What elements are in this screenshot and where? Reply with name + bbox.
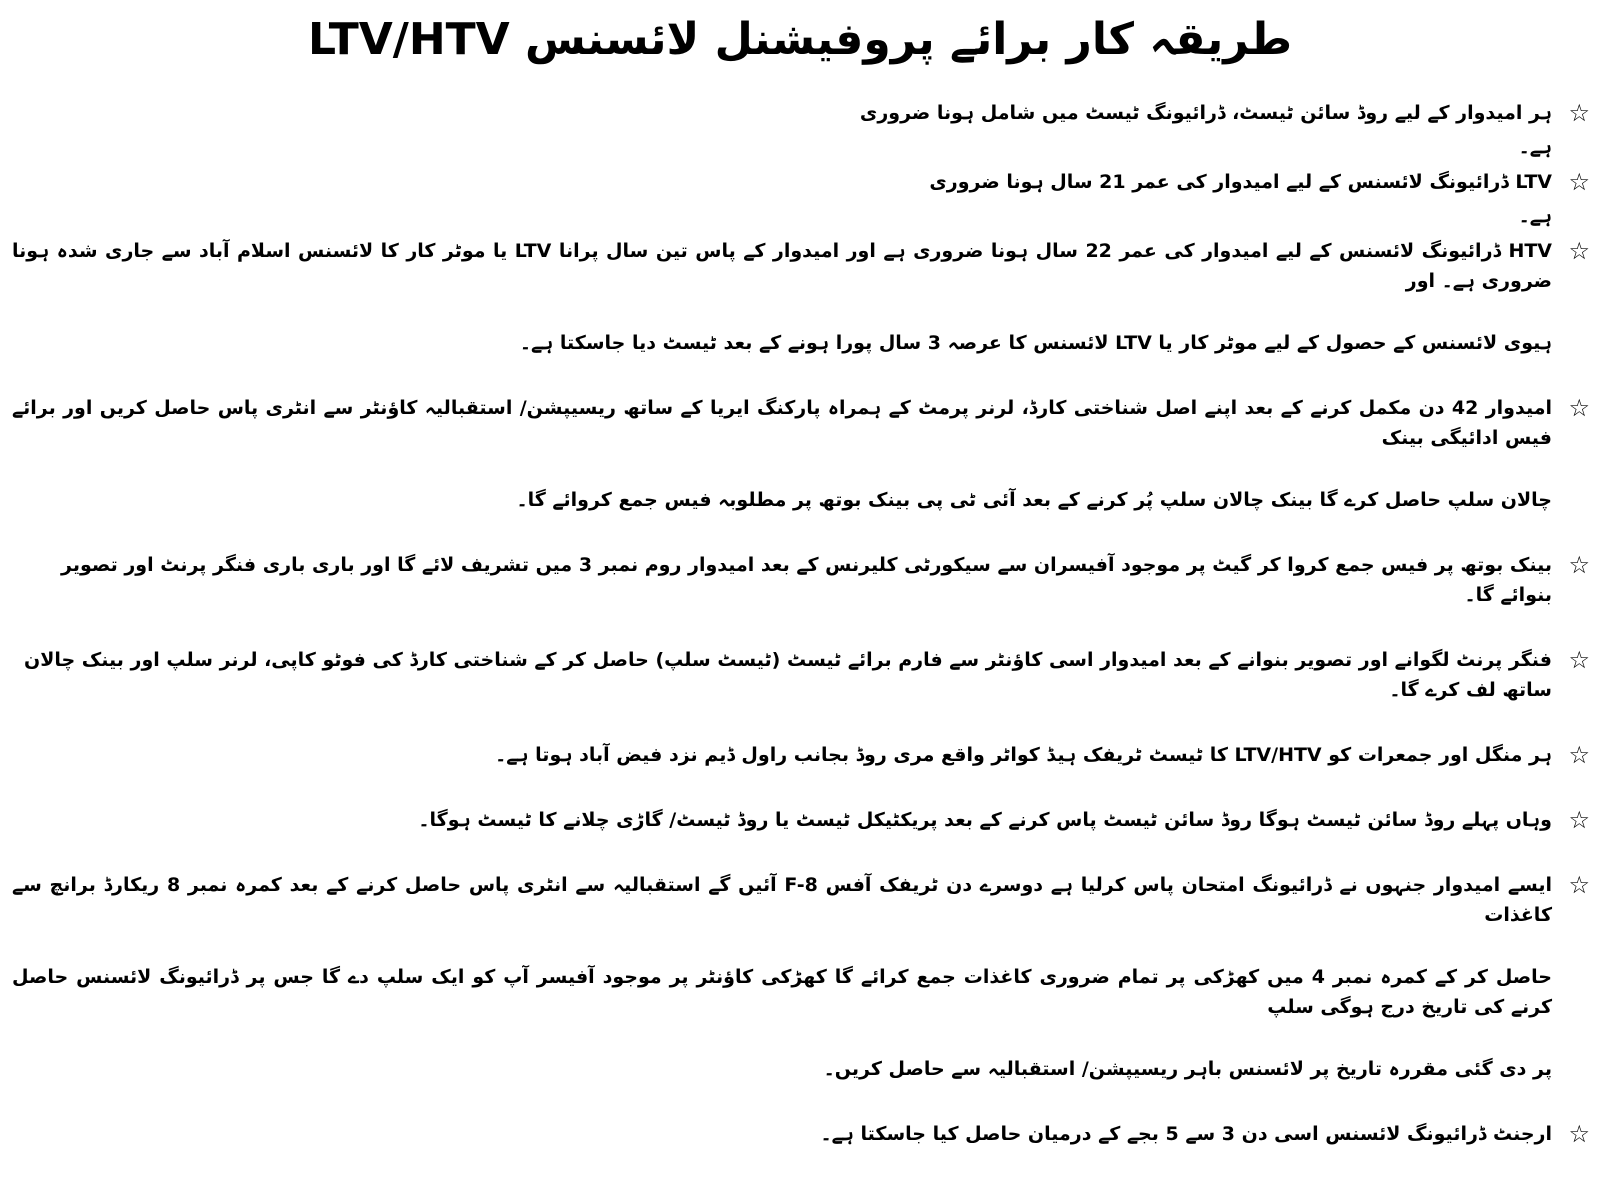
item-line: ہر منگل اور جمعرات کو LTV/HTV کا ٹیسٹ ٹریفک ہیڈ کواٹر واقع مری روڈ بجانب راول ڈیم نزد فیض آباد ہوتا ہے۔ [495, 744, 1552, 766]
item-line: امیدوار 42 دن مکمل کرنے کے بعد اپنے اصل شناختی کارڈ، لرنر پرمٹ کے ہمراہ پارکنگ ایریا کے ساتھ ریسیپشن/ استقبالیہ کاؤنٹر سے انٹری پاس حاصل کریں اور برائے فیس ادائیگی بینک [12, 397, 1552, 449]
star-outline-icon: ☆ [1568, 99, 1590, 127]
star-outline-icon: ☆ [1568, 741, 1590, 769]
item-line: بینک بوتھ پر فیس جمع کروا کر گیٹ پر موجود آفیسران سے سیکورٹی کلیرنس کے بعد امیدوار روم نمبر 3 میں تشریف لائے گا اور باری باری فنگر پرنٹ اور تصویر بنوائے گا۔ [61, 554, 1552, 606]
item-line: ارجنٹ ڈرائیونگ لائسنس اسی دن 3 سے 5 بجے کے درمیان حاصل کیا جاسکتا ہے۔ [820, 1123, 1552, 1145]
star-outline-icon: ☆ [1568, 646, 1590, 674]
list-item [12, 550, 1590, 610]
item-line: حاصل کر کے کمرہ نمبر 4 میں کھڑکی پر تمام ضروری کاغذات جمع کرائے گا کھڑکی کاؤنٹر پر موجود آفیسر آپ کو ایک سلپ دے گا جس پر ڈرائیونگ لائسنس حاصل کرنے کی تاریخ درج ہوگی سلپ [12, 966, 1552, 1018]
star-outline-icon: ☆ [1568, 237, 1590, 265]
item-text [12, 550, 1552, 610]
list-item [12, 740, 1590, 770]
item-text [12, 393, 1552, 515]
list-item [12, 805, 1590, 835]
star-outline-icon: ☆ [1568, 871, 1590, 899]
page-title: طریقہ کار برائے پروفیشنل لائسنس LTV/HTV [307, 14, 1293, 65]
item-text [12, 870, 1552, 1084]
list-item [12, 393, 1590, 515]
item-line: ہیوی لائسنس کے حصول کے لیے موٹر کار یا LTV لائسنس کا عرصہ 3 سال پورا ہونے کے بعد ٹیسٹ دیا جاسکتا ہے۔ [519, 332, 1552, 354]
star-outline-icon: ☆ [1568, 551, 1590, 579]
item-line: فنگر پرنٹ لگوانے اور تصویر بنوانے کے بعد امیدوار اسی کاؤنٹر سے فارم برائے ٹیسٹ (ٹیسٹ سلپ) حاصل کر کے شناختی کارڈ کی فوٹو کاپی، لرنر سلپ اور بینک چالان ساتھ لف کرے گا۔ [24, 649, 1552, 701]
list-item [12, 167, 1590, 231]
list-item [12, 1119, 1590, 1149]
list-item [12, 870, 1590, 1084]
item-text [12, 236, 1552, 358]
item-text [12, 740, 1552, 770]
star-outline-icon: ☆ [1568, 168, 1590, 196]
list-item [12, 645, 1590, 705]
star-outline-icon: ☆ [1568, 394, 1590, 422]
item-line: چالان سلپ حاصل کرے گا بینک چالان سلپ پُر کرنے کے بعد آئی ٹی پی بینک بوتھ پر مطلوبہ فیس جمع کروائے گا۔ [516, 489, 1552, 511]
star-outline-icon: ☆ [1568, 1120, 1590, 1148]
item-text [12, 98, 1552, 162]
item-line: LTV ڈرائیونگ لائسنس کے لیے امیدوار کی عمر 21 سال ہونا ضروری [929, 171, 1552, 193]
procedure-list [0, 98, 1600, 1149]
item-line: ہر امیدوار کے لیے روڈ سائن ٹیسٹ، ڈرائیونگ ٹیسٹ میں شامل ہونا ضروری [859, 102, 1552, 124]
star-outline-icon: ☆ [1568, 806, 1590, 834]
list-item [12, 98, 1590, 162]
item-text [12, 1119, 1552, 1149]
item-line: پر دی گئی مقررہ تاریخ پر لائسنس باہر ریسیپشن/ استقبالیہ سے حاصل کریں۔ [823, 1058, 1552, 1080]
item-line: وہاں پہلے روڈ سائن ٹیسٹ ہوگا روڈ سائن ٹیسٹ پاس کرنے کے بعد پریکٹیکل ٹیسٹ یا روڈ ٹیسٹ/ گاڑی چلانے کا ٹیسٹ ہوگا۔ [418, 809, 1552, 831]
item-text [12, 167, 1552, 231]
item-line: HTV ڈرائیونگ لائسنس کے لیے امیدوار کی عمر 22 سال ہونا ضروری ہے اور امیدوار کے پاس تین سال پرانا LTV یا موٹر کار کا لائسنس اسلام آباد سے جاری شدہ ہونا ضروری ہے۔ اور [12, 240, 1553, 292]
item-text [12, 645, 1552, 705]
list-item [12, 236, 1590, 358]
item-text [12, 805, 1552, 835]
item-line: ہے۔ [1518, 205, 1552, 227]
item-line: ایسے امیدوار جنہوں نے ڈرائیونگ امتحان پاس کرلیا ہے دوسرے دن ٹریفک آفس F-8 آئیں گے استقبالیہ سے انٹری پاس حاصل کرنے کے بعد کمرہ نمبر 8 ریکارڈ برانچ سے کاغذات [12, 874, 1552, 926]
item-line: ہے۔ [1518, 136, 1552, 158]
